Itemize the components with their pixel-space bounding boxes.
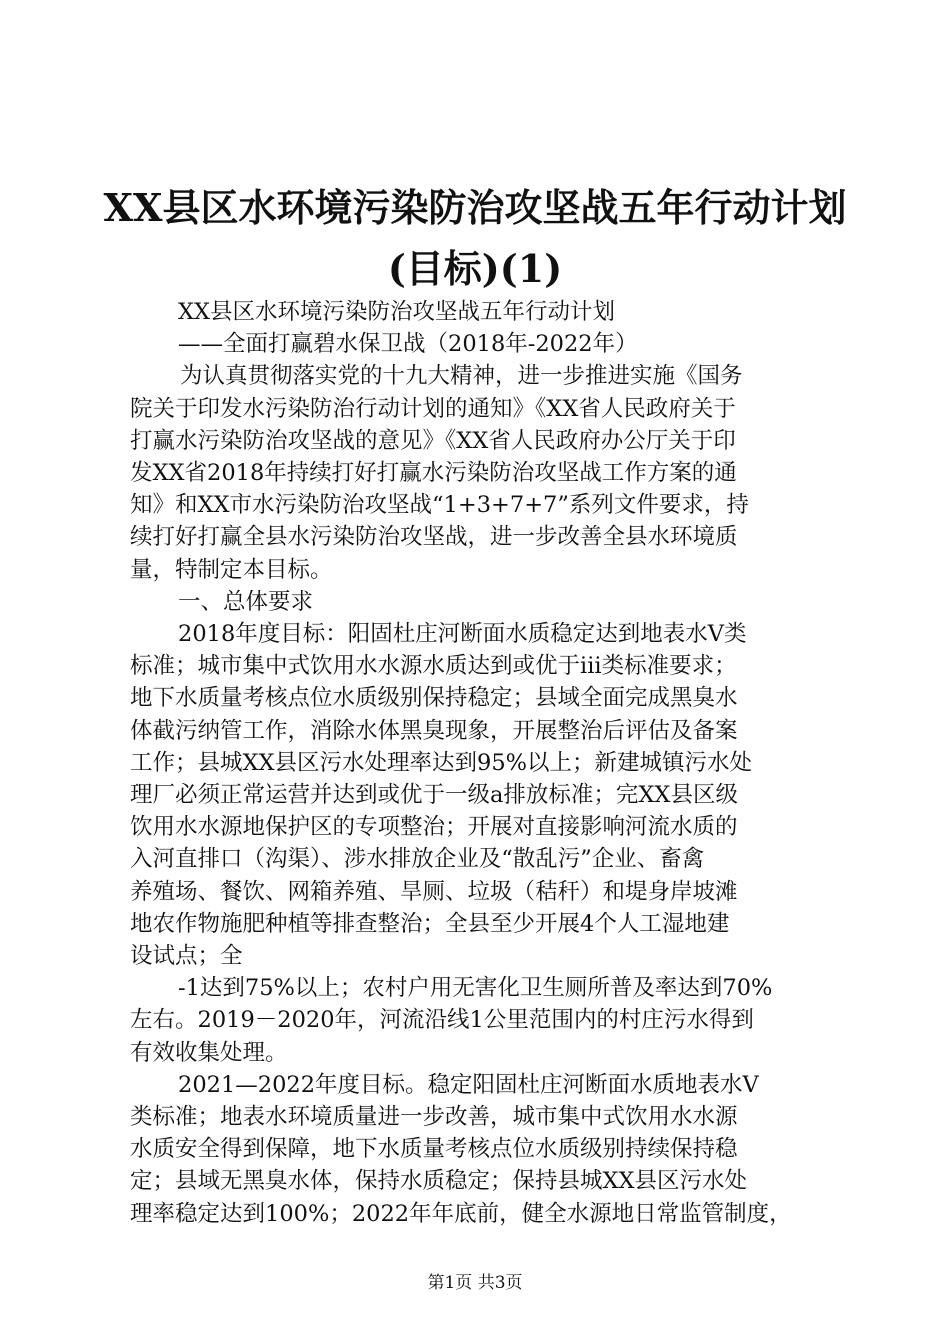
paragraph-line: 续打好打赢全县水污染防治攻坚战，进一步改善全县水环境质 <box>130 524 738 551</box>
paragraph-line: 打赢水污染防治攻坚战的意见》《XX省人民政府办公厅关于印 <box>130 427 736 454</box>
paragraph-line: 工作；县城XX县区污水处理率达到95%以上；新建城镇污水处 <box>130 749 753 776</box>
paragraph-line: 知》和XX市水污染防治攻坚战“1+3+7+7”系列文件要求，持 <box>130 492 749 519</box>
paragraph-line: 2021—2022年度目标。稳定阳固杜庄河断面水质地表水Ⅴ <box>178 1071 759 1098</box>
page-number-footer: 第1页 共3页 <box>427 1273 523 1293</box>
paragraph-line: 定；县域无黑臭水体，保持水质稳定；保持县城XX县区污水处 <box>130 1168 748 1195</box>
paragraph-line: 体截污纳管工作，消除水体黑臭现象，开展整治后评估及备案 <box>130 717 738 744</box>
paragraph-line: 理率稳定达到100%；2022年年底前，健全水源地日常监管制度， <box>130 1200 792 1227</box>
paragraph-line: -1达到75%以上；农村户用无害化卫生厕所普及率达到70% <box>178 975 773 1002</box>
paragraph-line: 入河直排口（沟渠）、涉水排放企业及“散乱污”企业、畜禽 <box>130 846 705 873</box>
paragraph-line: 养殖场、餐饮、网箱养殖、旱厕、垃圾（秸秆）和堤身岸坡滩 <box>130 878 738 905</box>
paragraph-line: 饮用水水源地保护区的专项整治；开展对直接影响河流水质的 <box>130 814 738 841</box>
paragraph-line: 标准；城市集中式饮用水水源水质达到或优于iii类标准要求； <box>130 653 737 680</box>
subheading: ——全面打赢碧水保卫战（2018年-2022年） <box>178 331 638 358</box>
paragraph-line: 院关于印发水污染防治行动计划的通知》《XX省人民政府关于 <box>130 395 736 422</box>
paragraph-line: 类标准；地表水环境质量进一步改善，城市集中式饮用水水源 <box>130 1104 738 1131</box>
paragraph-line: 左右。2019－2020年，河流沿线1公里范围内的村庄污水得到 <box>130 1007 754 1034</box>
section-heading: 一、总体要求 <box>178 588 314 615</box>
paragraph-line: 水质安全得到保障，地下水质量考核点位水质级别持续保持稳 <box>130 1136 738 1163</box>
document-body <box>130 296 850 1230</box>
paragraph-line: 有效收集处理。 <box>130 1039 288 1066</box>
paragraph-line: 地农作物施肥种植等排查整治；全县至少开展4个人工湿地建 <box>130 910 730 937</box>
paragraph-line: 2018年度目标：阳固杜庄河断面水质稳定达到地表水Ⅴ类 <box>178 621 747 648</box>
paragraph-line: 理厂必须正常运营并达到或优于一级a排放标准；完XX县区级 <box>130 782 738 809</box>
paragraph-line: 发XX省2018年持续打好打赢水污染防治攻坚战工作方案的通 <box>130 460 737 487</box>
paragraph-line: 地下水质量考核点位水质级别保持稳定；县域全面完成黑臭水 <box>130 685 738 712</box>
subtitle: XX县区水环境污染防治攻坚战五年行动计划 <box>178 299 616 325</box>
paragraph-line: 设试点；全 <box>130 943 243 970</box>
paragraph-line: 量，特制定本目标。 <box>130 556 333 583</box>
document-title-line2: (目标)(1) <box>387 246 563 291</box>
paragraph-line: 为认真贯彻落实党的十九大精神，进一步推进实施《国务 <box>180 363 743 390</box>
document-title-line1: XX县区水环境污染防治攻坚战五年行动计划 <box>103 185 847 230</box>
